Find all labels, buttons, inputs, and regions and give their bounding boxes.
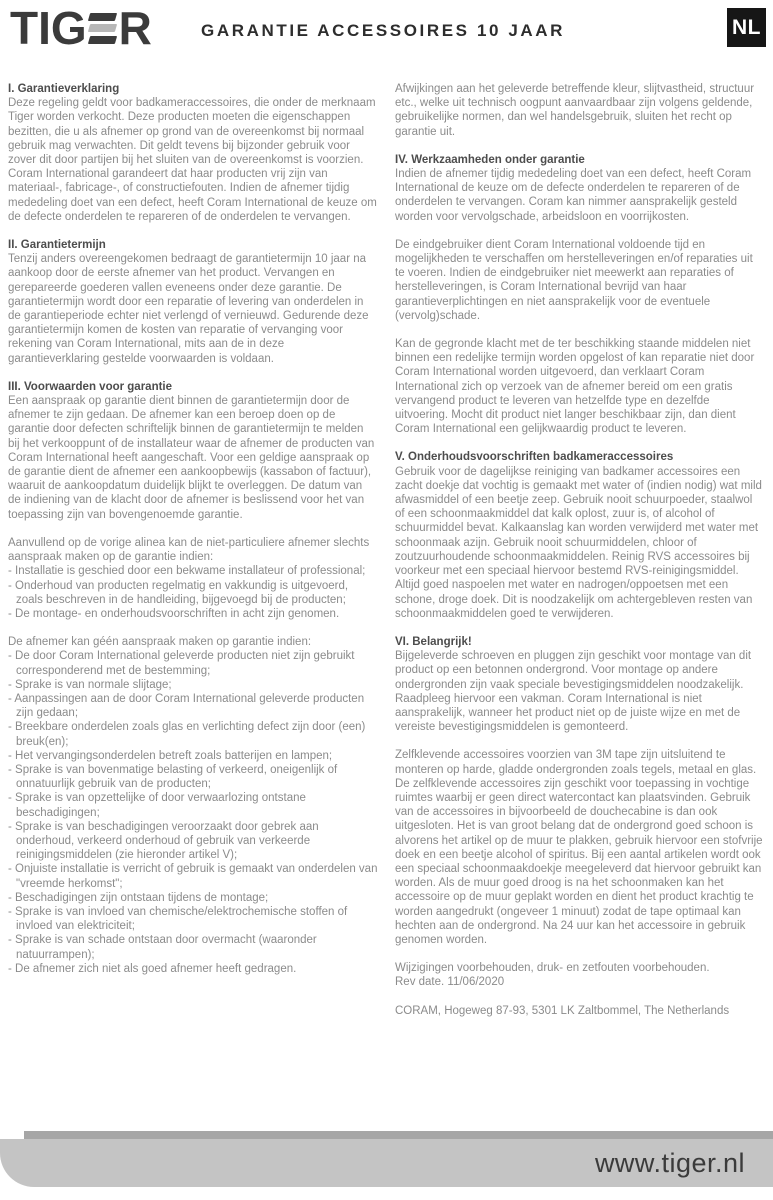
bullet-item: - Aanpassingen aan de door Coram International geleverde producten zijn gedaan; [8, 692, 365, 720]
section-heading: II. Garantietermijn [8, 239, 106, 252]
bullet-item: - De door Coram International geleverde producten niet zijn gebruikt corresponderend met de bestemming; [8, 650, 355, 677]
logo-text-tig: TIG [10, 2, 87, 54]
paragraph: Kan de gegronde klacht met de ter beschikking staande middelen niet binnen een redelijke termijn worden opgelost of kan reparatie niet door Coram International worden uitgevoerd, dan verklaart Coram International zich op verzoek van de afnemer bereid om een gratis vervangend product te leveren van hetzelfde type en dezelfde uitvoering. Mocht dit product niet langer beschikbaar zijn, dan dient Coram International een gelijkwaardig product te leveren. [395, 338, 755, 436]
bullet-item: - Sprake is van normale slijtage; [8, 678, 172, 691]
paragraph: De afnemer kan géén aanspraak maken op garantie indien: [8, 636, 312, 649]
section-heading: V. Onderhoudsvoorschriften badkameraccessoires [395, 451, 674, 464]
text-block [395, 961, 765, 989]
logo-e-bars-icon [89, 13, 116, 44]
section-heading: III. Voorwaarden voor garantie [8, 380, 173, 393]
text-block [395, 82, 765, 139]
paragraph: Bijgeleverde schroeven en pluggen zijn geschikt voor montage van dit product op een betonnen ondergrond. Voor montage op andere ondergronden zijn vaak speciale bevestigingsmiddelen noodzakelijk. Raadpleeg hiervoor een vakman. Coram International is niet aansprakelijk, wanneer het product niet op de juiste wijze en met de vereiste bevestigingsmiddelen is gemonteerd. [395, 650, 752, 734]
footer-bar [0, 1139, 773, 1187]
bullet-item: - Sprake is van bovenmatige belasting of verkeerd, oneigenlijk of onnatuurlijk gebruik van de producten; [8, 763, 338, 791]
paragraph: Deze regeling geldt voor badkameraccessoires, die onder de merknaam Tiger worden verkocht. Deze producten moeten die eigenschappen bezitten, die u als afnemer op grond van de overeenkomst bij normaal gebruik mag verwachten. Dit geldt tevens bij bijzonder gebruik voor zover dit door partijen bij het sluiten van de overeenkomst is voorzien. Coram International garandeert dat haar producten vrij zijn van materiaal-, fabricage-, of constructiefouten. Indien de afnemer tijdig mededeling doet van een defect, heeft Coram International de keuze om de defecte onderdelen te repareren of de onderdelen te vervangen. [8, 97, 377, 223]
paragraph: Een aanspraak op garantie dient binnen de garantietermijn door de afnemer te zijn gedaan. De afnemer kan een beroep doen op de garantie door defecten schriftelijk binnen de garantietermijn te melden bij het verkooppunt of de installateur waar de afnemer de producten van Coram International heeft aangeschaft. Voor een geldige aanspraak op de garantie dient de afnemer een aankoopbewijs (kassabon of factuur), waaruit de aankoopdatum duidelijk blijkt te overleggen. De datum van de indiening van de klacht door de afnemer is beslissend voor het van toepassing zijn van bovengenoemde garantie. [8, 395, 375, 521]
bullet-item: - Sprake is van invloed van chemische/elektrochemische stoffen of invloed van elektriciteit; [8, 905, 348, 933]
text-block [395, 635, 765, 734]
paragraph: Afwijkingen aan het geleverde betreffende kleur, slijtvastheid, structuur etc., welke uit technisch oogpunt aanvaardbaar zijn volgens geldende, gebruikelijke normen, dan wel handelsgebruik, sluiten het recht op garantie uit. [395, 83, 755, 138]
text-block [395, 450, 765, 620]
bullet-item: - De montage- en onderhoudsvoorschriften in acht zijn genomen. [8, 607, 340, 620]
bullet-item: - Het vervangingsonderdelen betreft zoals batterijen en lampen; [8, 749, 333, 762]
text-block [395, 1004, 765, 1018]
bullet-item: - Installatie is geschied door een bekwame installateur of professional; [8, 565, 366, 578]
text-block [395, 153, 765, 224]
bullet-item: - De afnemer zich niet als goed afnemer heeft gedragen. [8, 962, 297, 975]
bullet-item: - Sprake is van beschadigingen veroorzaakt door gebrek aan onderhoud, verkeerd onderhoud of gebruik van verkeerde reinigingsmiddelen (zie hieronder artikel V); [8, 820, 319, 862]
bullet-item: - Sprake is van schade ontstaan door overmacht (waaronder natuurrampen); [8, 934, 317, 961]
text-block [395, 337, 765, 436]
paragraph: Gebruik voor de dagelijkse reiniging van badkamer accessoires een zacht doekje dat vochtig is gemaakt met water of (indien nodig) wat mild afwasmiddel of een beetje zeep. Gebruik nooit schuurpoeder, staalwol of een schoonmaakmiddel dat kalk oplost, zuur is, of alcohol of schuurmiddel bevat. Kalkaanslag kan worden verwijderd met water met schoonmaak azijn. Gebruik nooit schuurmiddelen, chloor of zoutzuurhoudende schoonmaakmiddelen. Reinig RVS accessoires bij voorkeur met een speciaal hiervoor bestemd RVS-reinigingsmiddel. Altijd goed naspoelen met water en nadrogen/oppoetsen met een schone, droge doek. Dit is noodzakelijk om achtergebleven resten van schoonmaakmiddelen goed te verwijderen. [395, 465, 762, 620]
text-block [395, 748, 765, 947]
section-heading: I. Garantieverklaring [8, 83, 120, 95]
text-line: Wijzigingen voorbehouden, druk- en zetfouten voorbehouden. [395, 962, 710, 975]
paragraph: Tenzij anders overeengekomen bedraagt de garantietermijn 10 jaar na aankoop door de eerste afnemer van het product. Vervangen en gerepareerde goederen vallen eveneens onder deze garantie. De garantietermijn wordt door een reparatie of levering van onderdelen in de garantieperiode echter niet verlengd of vernieuwd. Gedurende deze garantietermijn komen de kosten van reparatie of vervanging voor rekening van Coram International, mits aan de in deze garantieverklaring gestelde voorwaarden is voldaan. [8, 253, 369, 365]
paragraph: De eindgebruiker dient Coram International voldoende tijd en mogelijkheden te verschaffen om herstelleveringen en/of reparaties uit te voeren. Indien de eindgebruiker niet meewerkt aan reparaties of herstelleveringen, is Coram International bevrijd van haar garantieverplichtingen en niet aansprakelijk voor de eventuele (vervolg)schade. [395, 238, 753, 322]
language-badge: NL [727, 8, 766, 47]
text-block [395, 238, 765, 323]
text-block [8, 635, 378, 976]
paragraph: Aanvullend op de vorige alinea kan de niet-particuliere afnemer slechts aanspraak maken op de garantie indien: [8, 536, 370, 564]
paragraph: Zelfklevende accessoires voorzien van 3M tape zijn uitsluitend te monteren op harde, gladde ondergronden zoals tegels, metaal en glas. De zelfklevende accessoires zijn geschikt voor toepassing in vochtige ruimtes waarbij er geen direct watercontact kan plaatsvinden. Gebruik van de accessoires in bijvoorbeeld de douchecabine is dan ook uitgesloten. Het is van groot belang dat de ondergrond goed schoon is alvorens het artikel op de muur te plakken, gebruik hiervoor een stofvrije doek en een beetje alcohol of spiritus. Bij een aantal artikelen wordt ook een speciaal schoonmaakdoekje meegeleverd dat hiervoor gebruikt kan worden. Als de muur goed droog is na het schoonmaken kan het accessoire op de muur geplakt worden en dient het product krachtig te worden aangedrukt (ongeveer 1 minuut) zodat de tape optimaal kan hechten aan de ondergrond. Na 24 uur kan het accessoire in gebruik genomen worden. [395, 749, 763, 946]
logo-text-r: R [118, 2, 152, 54]
text-block [8, 536, 378, 621]
text-line: Rev date. 11/06/2020 [395, 976, 505, 989]
bullet-item: - Breekbare onderdelen zoals glas en verlichting defect zijn door (een) breuk(en); [8, 721, 366, 748]
tiger-logo [10, 2, 152, 54]
text-line: CORAM, Hogeweg 87-93, 5301 LK Zaltbommel, The Netherlands [395, 1004, 730, 1017]
text-block [8, 82, 378, 224]
bullet-item: - Onderhoud van producten regelmatig en vakkundig is uitgevoerd, zoals beschreven in de handleiding, bijgevoegd bij de producten; [8, 579, 349, 606]
text-block [8, 380, 378, 522]
bullet-item: - Beschadigingen zijn ontstaan tijdens de montage; [8, 891, 269, 904]
page-title: GARANTIE ACCESSOIRES 10 JAAR [201, 21, 566, 40]
document-body [8, 82, 765, 1032]
column-left [8, 82, 378, 1032]
paragraph: Indien de afnemer tijdig mededeling doet van een defect, heeft Coram International de keuze om de defecte onderdelen te repareren of de onderdelen te vervangen. Coram kan nimmer aansprakelijk gesteld worden voor vervolgschade, arbeidsloon en voorrijkosten. [395, 168, 752, 223]
bullet-item: - Sprake is van opzettelijke of door verwaarlozing ontstane beschadigingen; [8, 792, 306, 819]
section-heading: VI. Belangrijk! [395, 635, 472, 648]
text-block [8, 238, 378, 366]
bullet-item: - Onjuiste installatie is verricht of gebruik is gemaakt van onderdelen van "vreemde herkomst"; [8, 863, 378, 890]
website-url: www.tiger.nl [594, 1148, 745, 1178]
section-heading: IV. Werkzaamheden onder garantie [395, 153, 585, 166]
column-right [395, 82, 765, 1032]
